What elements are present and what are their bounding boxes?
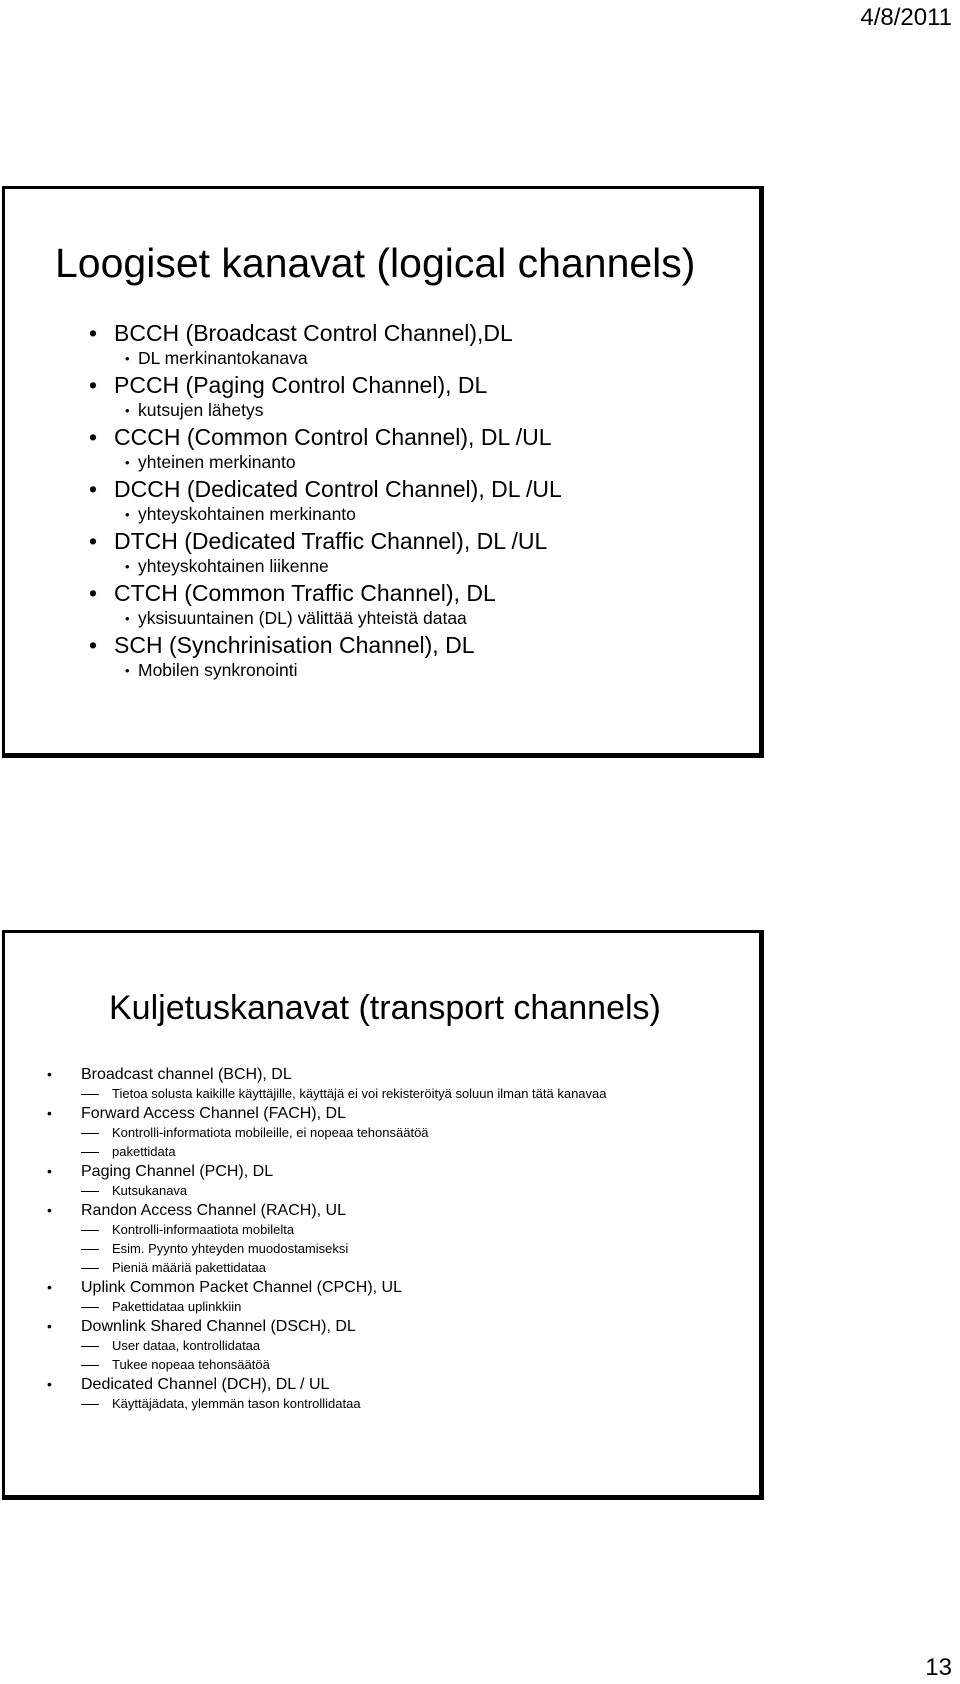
bullet-item: • Randon Access Channel (RACH), UL [47, 1201, 606, 1220]
bullet-item: • CTCH (Common Traffic Channel), DL [89, 581, 562, 605]
bullet-item: • Dedicated Channel (DCH), DL / UL [47, 1375, 606, 1394]
sub-bullet-item: Pieniä määriä pakettidataa [47, 1259, 606, 1277]
sub-bullet-item: • kutsujen lähetys [89, 400, 562, 421]
sub-bullet-item: Käyttäjädata, ylemmän tason kontrollidataa [47, 1395, 606, 1413]
sub-bullet-item: Tietoa solusta kaikille käyttäjille, käyttäjä ei voi rekisteröityä soluun ilman tätä kanavaa [47, 1085, 606, 1103]
page-date: 4/8/2011 [860, 4, 952, 31]
channel-list [89, 317, 562, 681]
sub-bullet-item: Kontrolli-informaatiota mobilelta [47, 1221, 606, 1239]
bullet-item: • DTCH (Dedicated Traffic Channel), DL /UL [89, 529, 562, 553]
bullet-item: • Downlink Shared Channel (DSCH), DL [47, 1317, 606, 1336]
bullet-item: • Broadcast channel (BCH), DL [47, 1065, 606, 1084]
sub-bullet-item: • yhteyskohtainen merkinanto [89, 504, 562, 525]
sub-bullet-item: • yhteinen merkinanto [89, 452, 562, 473]
slide-title: Kuljetuskanavat (transport channels) [109, 989, 661, 1027]
sub-bullet-item: • DL merkinantokanava [89, 348, 562, 369]
sub-bullet-item: Kontrolli-informatiota mobileille, ei nopeaa tehonsäätöä [47, 1124, 606, 1142]
channel-list [47, 1064, 606, 1413]
bullet-item: • Uplink Common Packet Channel (CPCH), UL [47, 1278, 606, 1297]
slide-title: Loogiset kanavat (logical channels) [55, 240, 696, 286]
bullet-item: • DCCH (Dedicated Control Channel), DL /UL [89, 477, 562, 501]
sub-bullet-item: Kutsukanava [47, 1182, 606, 1200]
page-number: 13 [925, 1654, 952, 1681]
sub-bullet-item: • yhteyskohtainen liikenne [89, 556, 562, 577]
sub-bullet-item: Esim. Pyynto yhteyden muodostamiseksi [47, 1240, 606, 1258]
bullet-item: • SCH (Synchrinisation Channel), DL [89, 633, 562, 657]
bullet-item: • Paging Channel (PCH), DL [47, 1162, 606, 1181]
sub-bullet-item: • yksisuuntainen (DL) välittää yhteistä dataa [89, 608, 562, 629]
sub-bullet-item: Tukee nopeaa tehonsäätöä [47, 1356, 606, 1374]
slide-logical-channels [2, 186, 764, 758]
bullet-item: • PCCH (Paging Control Channel), DL [89, 373, 562, 397]
slide-transport-channels [2, 930, 764, 1500]
sub-bullet-item: pakettidata [47, 1143, 606, 1161]
sub-bullet-item: • Mobilen synkronointi [89, 660, 562, 681]
bullet-item: • CCCH (Common Control Channel), DL /UL [89, 425, 562, 449]
bullet-item: • Forward Access Channel (FACH), DL [47, 1104, 606, 1123]
sub-bullet-item: User dataa, kontrollidataa [47, 1337, 606, 1355]
sub-bullet-item: Pakettidataa uplinkkiin [47, 1298, 606, 1316]
bullet-item: • BCCH (Broadcast Control Channel),DL [89, 321, 562, 345]
